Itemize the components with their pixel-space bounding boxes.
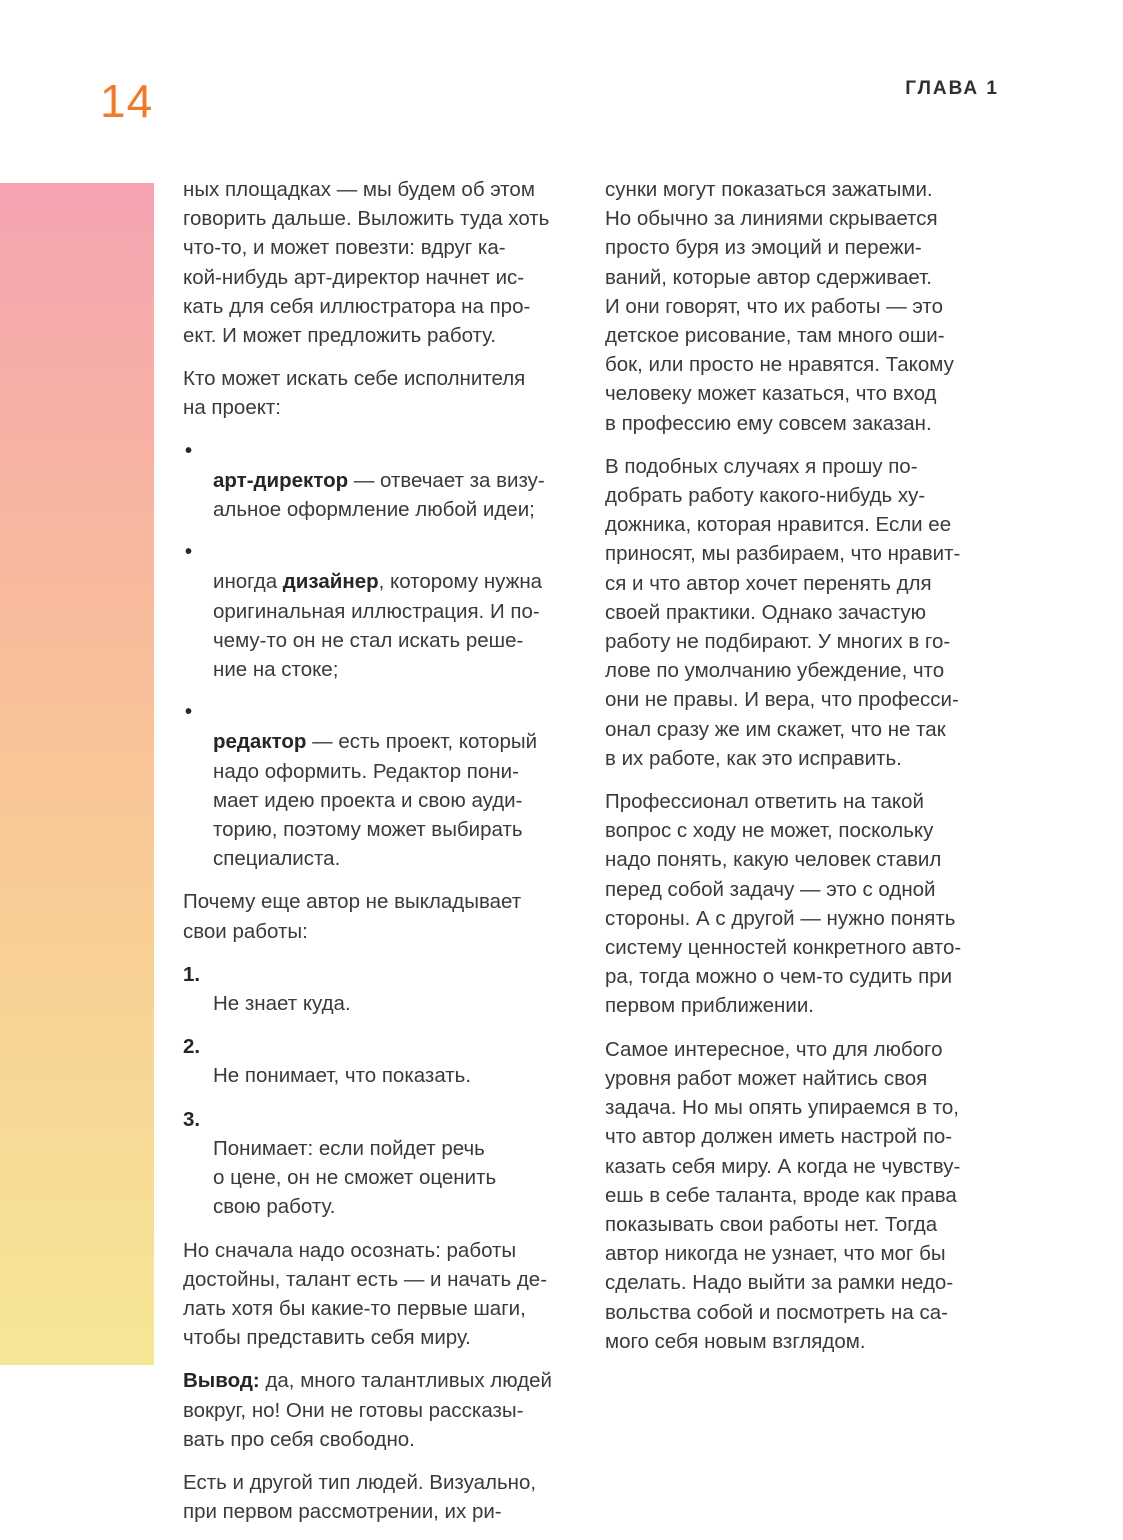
list-item — [183, 437, 578, 525]
paragraph: Кто может искать себе исполнителя на проект: — [183, 367, 526, 420]
left-column — [183, 175, 578, 1540]
list-item — [183, 960, 578, 1018]
list-item — [183, 1105, 578, 1222]
list-item-text: иногда — [213, 570, 283, 594]
list-item-text: Понимает: если пойдет речь о цене, он не сможет оценить свою работу. — [213, 1136, 497, 1219]
list-item — [183, 698, 578, 873]
numbered-list — [183, 960, 578, 1222]
list-number: 2. — [183, 1035, 201, 1059]
list-item — [183, 538, 578, 684]
conclusion-paragraph — [183, 1366, 578, 1454]
list-item-text: Не знает куда. — [213, 992, 351, 1016]
paragraph: ных площадках — мы будем об этом говорить дальше. Выложить туда хоть что-то, и может повезти: вдруг ка- кой-нибудь арт-директор начнет ис- кать для себя иллюстратора на про- ект. И может предложить работу. — [183, 178, 550, 348]
bullet-list — [183, 437, 578, 874]
conclusion-label: Вывод: — [183, 1369, 260, 1393]
term: редактор — [213, 730, 307, 754]
term: дизайнер — [282, 570, 379, 594]
paragraph: Почему еще автор не выкладывает свои работы: — [183, 890, 522, 943]
list-item-text: — есть проект, который надо оформить. Редактор пони- мает идею проекта и свою ауди- торию, поэтому может выбирать специалиста. — [213, 730, 538, 871]
list-item-text: — отвечает за визу- альное оформление любой идеи; — [213, 468, 545, 522]
term: арт-директор — [213, 468, 349, 492]
list-number: 3. — [183, 1107, 201, 1131]
bullet-marker: • — [185, 701, 193, 724]
bullet-marker: • — [185, 439, 193, 462]
right-column — [605, 175, 1005, 1370]
paragraph: В подобных случаях я прошу по- добрать работу какого-нибудь ху- дожника, которая нравится. Если ее приносят, мы разбираем, что нравит- ся и что автор хочет перенять для своей практики. Однако зачастую работу не подбирают. У многих в го- лове по умолчанию убеждение, что они не правы. И вера, что професси- онал сразу же им скажет, что не так в их работе, как это исправить. — [605, 454, 961, 770]
list-item — [183, 1032, 578, 1090]
page-number: 14 — [100, 75, 154, 127]
list-number: 1. — [183, 962, 201, 986]
bullet-marker: • — [185, 541, 193, 564]
conclusion-text: да, много талантливых людей вокруг, но! Они не готовы рассказы- вать про себя свободно. — [183, 1369, 553, 1451]
paragraph: Самое интересное, что для любого уровня работ может найтись своя задача. Но мы опять упираемся в то, что автор должен иметь настрой по- казать себя миру. А когда не чувству- ешь в себе таланта, вроде как права показывать свои работы нет. Тогда автор никогда не узнает, что мог бы сделать. Надо выйти за рамки недо- вольства собой и посмотреть на са- мого себя новым взглядом. — [605, 1037, 961, 1353]
paragraph: сунки могут показаться зажатыми. Но обычно за линиями скрывается просто буря из эмоций и пережи- ваний, которые автор сдерживает. И они говорят, что их работы — это детское рисование, там много оши- бок, или просто не нравятся. Такому человеку может казаться, что вход в профессию ему совсем заказан. — [605, 178, 954, 435]
chapter-title: ГЛАВА 1 — [905, 78, 999, 99]
paragraph: Но сначала надо осознать: работы достойны, талант есть — и начать де- лать хотя бы какие-то первые шаги, чтобы представить себя миру. — [183, 1238, 548, 1350]
paragraph: Профессионал ответить на такой вопрос с ходу не может, поскольку надо понять, какую человек ставил перед собой задачу — это с одной стороны. А с другой — нужно понять систему ценностей конкретного авто- ра, тогда можно о чем-то судить при первом приближении. — [605, 790, 962, 1018]
list-item-text: , которому нужна оригинальная иллюстрация. И по- чему-то он не стал искать реше- ние на стоке; — [213, 570, 543, 682]
decorative-gradient-bar — [0, 183, 154, 1365]
list-item-text: Не понимает, что показать. — [213, 1064, 472, 1088]
paragraph: Есть и другой тип людей. Визуально, при первом рассмотрении, их ри- — [183, 1470, 537, 1524]
